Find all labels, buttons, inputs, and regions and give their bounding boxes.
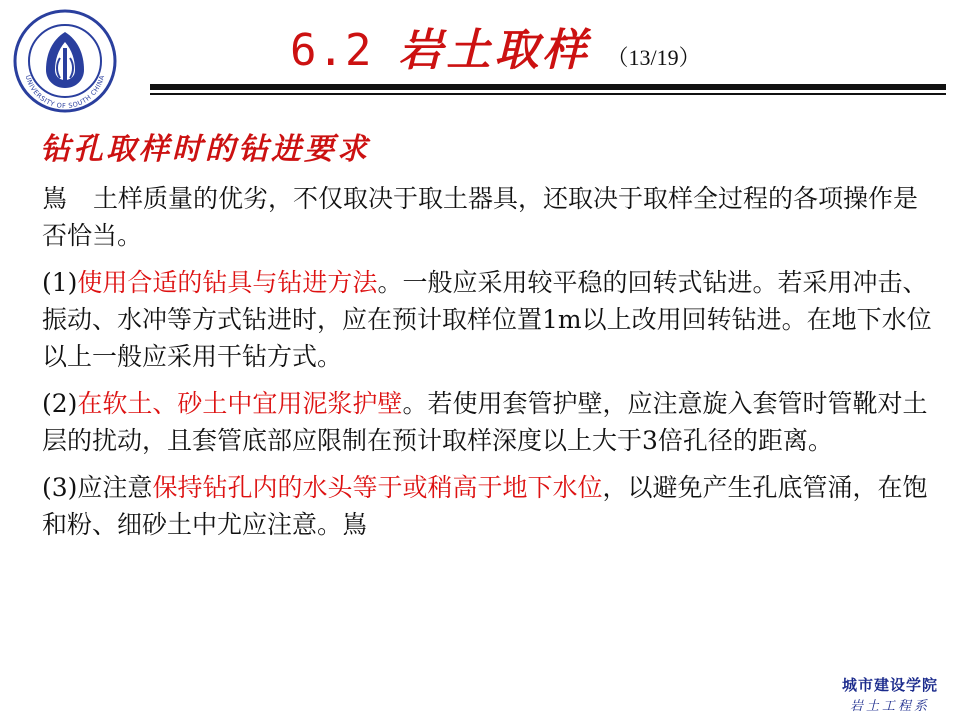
intro-text: 土样质量的优劣，不仅取决于取土器具，还取决于取样全过程的各项操作是否恰当。 <box>42 184 919 250</box>
divider-thick-line <box>150 84 946 90</box>
item-3-prefix: 应注意 <box>77 473 153 502</box>
item-2-text: 。若使用套管护壁，应注意旋入套管时管靴对土层的扰动，且套管底部应限制在预计取样深度以上大于3倍孔径的距离。 <box>42 389 928 455</box>
item-2-marker: (2) <box>42 389 78 418</box>
item-3-text: ，以避免产生孔底管涌，在饱和粉、细砂土中尤应注意。 <box>42 473 928 539</box>
section-title: 岩土取样 <box>398 25 591 76</box>
item-2-highlight: 在软土、砂土中宜用泥浆护壁 <box>77 389 403 418</box>
footer-school: 城市建设学院 <box>841 676 938 694</box>
item-1-highlight: 使用合适的钻具与钻进方法 <box>77 268 378 297</box>
slide-title <box>290 14 701 74</box>
university-logo <box>12 8 118 114</box>
footer-label <box>842 674 938 714</box>
item-3-marker: (3) <box>42 473 78 502</box>
item-1-text: 。一般应采用较平稳的回转式钻进。若采用冲击、振动、水冲等方式钻进时，应在预计取样位置1m以上改用回转钻进。在地下水位以上一般应采用干钻方式。 <box>42 268 932 371</box>
item-3-paragraph <box>42 469 932 543</box>
item-2-paragraph <box>42 385 932 459</box>
item-3-end-mark: 嶌 <box>342 510 368 539</box>
intro-paragraph <box>42 180 932 254</box>
slide-subtitle: 钻孔取样时的钻进要求 <box>40 132 370 167</box>
divider-thin-line <box>150 93 946 95</box>
slide-body <box>42 180 932 553</box>
intro-bullet: 嶌 <box>42 184 68 213</box>
footer-department: 岩土工程系 <box>849 699 930 714</box>
item-1-marker: (1) <box>42 268 78 297</box>
university-seal-icon <box>12 8 118 114</box>
header-divider <box>150 84 946 96</box>
section-number: 6.2 <box>290 25 373 76</box>
logo-ring-text: UNIVERSITY OF SOUTH CHINA <box>23 74 107 111</box>
item-1-paragraph <box>42 264 932 375</box>
item-3-highlight: 保持钻孔内的水头等于或稍高于地下水位 <box>152 473 603 502</box>
page-indicator: （13/19） <box>606 45 701 70</box>
